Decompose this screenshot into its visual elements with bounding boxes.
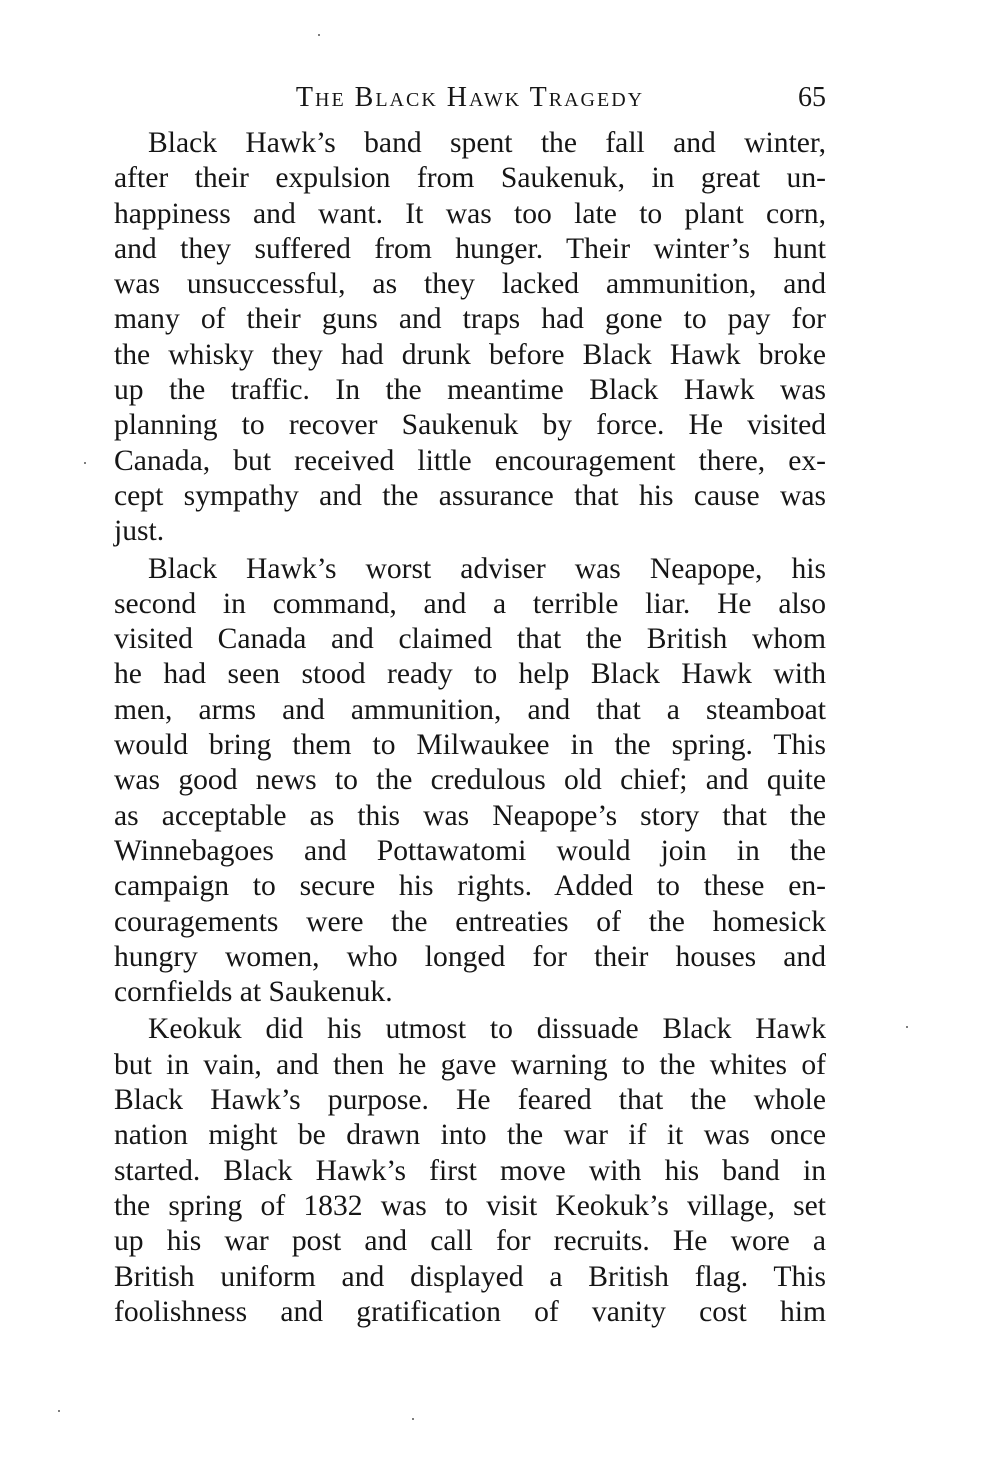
text-line: up the traffic. In the meantime Black Hawk was xyxy=(114,374,826,407)
paragraph-2 xyxy=(114,552,826,1011)
paragraph-3 xyxy=(114,1012,826,1330)
text-line: Black Hawk’s band spent the fall and winter, xyxy=(148,127,826,159)
text-line: hungry women, who longed for their houses and xyxy=(114,940,826,973)
text-line: and they suffered from hunger. Their winter’s hunt xyxy=(114,232,826,265)
text-line: just. xyxy=(114,515,165,548)
text-line: cornfields at Saukenuk. xyxy=(114,976,393,1009)
text-line: but in vain, and then he gave warning to the whites of xyxy=(114,1048,826,1081)
text-line: planning to recover Saukenuk by force. He visited xyxy=(114,409,826,442)
text-line: after their expulsion from Saukenuk, in great un- xyxy=(114,162,826,195)
text-line: many of their guns and traps had gone to pay for xyxy=(114,303,826,336)
text-line: as acceptable as this was Neapope’s story that the xyxy=(114,799,826,832)
scan-speck xyxy=(84,462,86,464)
scan-speck xyxy=(906,1026,908,1028)
text-line: second in command, and a terrible liar. He also xyxy=(114,587,826,620)
scan-speck xyxy=(318,34,320,36)
scan-speck xyxy=(412,1418,414,1420)
text-line: British uniform and displayed a British flag. This xyxy=(114,1260,826,1293)
text-line: cept sympathy and the assurance that his cause was xyxy=(114,479,826,512)
text-line: was unsuccessful, as they lacked ammunition, and xyxy=(114,268,826,301)
text-line: couragements were the entreaties of the homesick xyxy=(114,905,826,938)
text-line: campaign to secure his rights. Added to these en- xyxy=(114,870,826,903)
text-line: started. Black Hawk’s first move with his band in xyxy=(114,1154,826,1187)
text-line: Winnebagoes and Pottawatomi would join in the xyxy=(114,834,826,867)
text-line: Canada, but received little encouragement there, ex- xyxy=(114,444,826,477)
body-text xyxy=(114,126,826,1332)
text-line: men, arms and ammunition, and that a steamboat xyxy=(114,693,826,726)
running-head xyxy=(114,80,826,120)
text-line: up his war post and call for recruits. He wore a xyxy=(114,1225,826,1258)
text-line: the whisky they had drunk before Black Hawk broke xyxy=(114,338,826,371)
paragraph-1 xyxy=(114,126,826,550)
running-title: The Black Hawk Tragedy xyxy=(295,82,645,113)
text-line: the spring of 1832 was to visit Keokuk’s village, set xyxy=(114,1189,826,1222)
text-line: happiness and want. It was too late to plant corn, xyxy=(114,197,826,230)
text-line: Keokuk did his utmost to dissuade Black Hawk xyxy=(148,1013,826,1046)
text-line: visited Canada and claimed that the British whom xyxy=(114,623,826,656)
text-line: Black Hawk’s purpose. He feared that the whole xyxy=(114,1084,826,1117)
scan-speck xyxy=(58,1410,60,1412)
text-line: nation might be drawn into the war if it was once xyxy=(114,1119,826,1152)
page-number: 65 xyxy=(798,82,826,113)
text-line: foolishness and gratification of vanity cost him xyxy=(114,1295,826,1328)
text-line: was good news to the credulous old chief; and quite xyxy=(114,764,826,797)
text-line: would bring them to Milwaukee in the spring. This xyxy=(114,729,826,762)
text-line: Black Hawk’s worst adviser was Neapope, his xyxy=(148,552,826,585)
text-line: he had seen stood ready to help Black Hawk with xyxy=(114,658,826,691)
